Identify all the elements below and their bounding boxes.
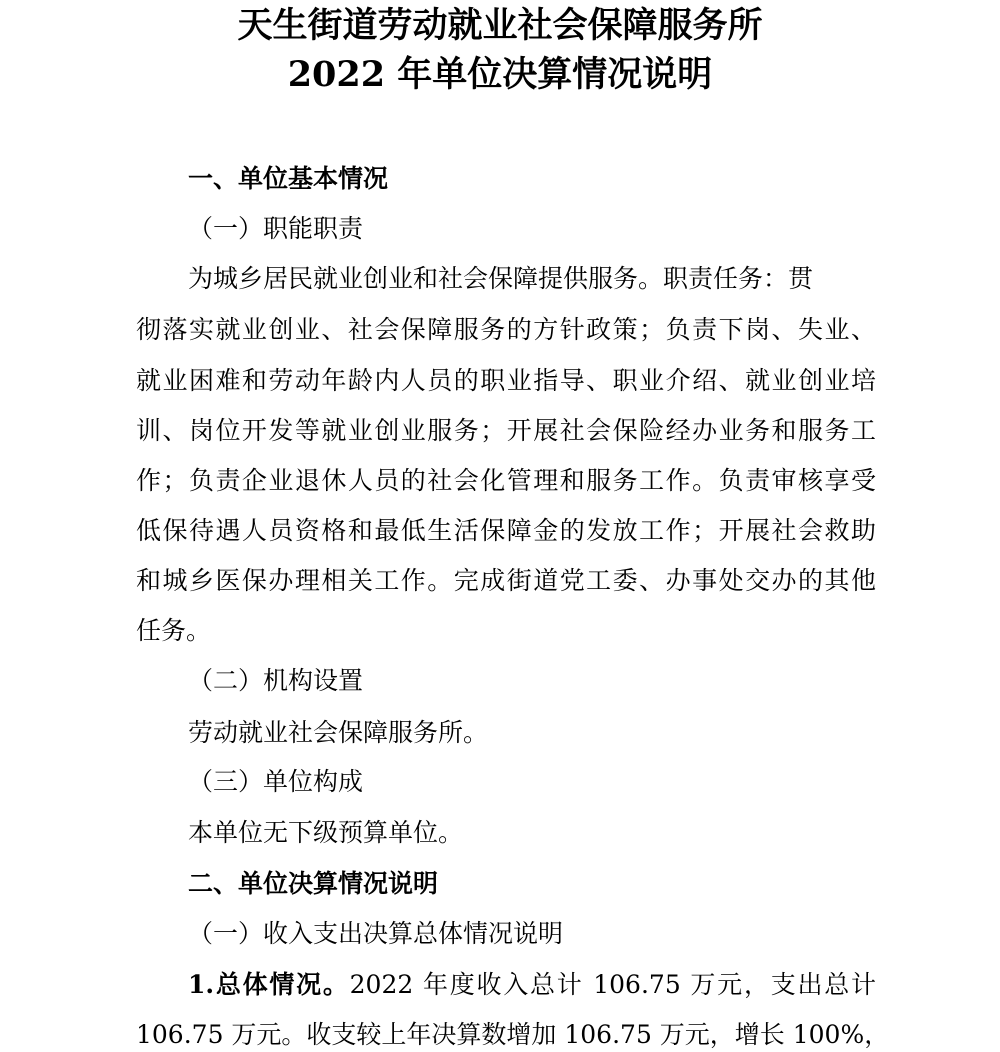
subheading-income-expense: （一）收入支出决算总体情况说明 [188,919,564,948]
section-heading-final-accounts: 二、单位决算情况说明 [188,869,439,898]
paragraph-line: 低保待遇人员资格和最低生活保障金的发放工作；开展社会救助 [136,516,876,545]
paragraph-line: 为城乡居民就业创业和社会保障提供服务。职责任务：贯 [188,264,814,293]
paragraph-line: 就业困难和劳动年龄内人员的职业指导、职业介绍、就业创业培 [136,366,876,395]
subheading-functions: （一）职能职责 [188,214,364,243]
document-title-line2: 2022 年单位决算情况说明 [287,54,713,95]
paragraph-line: 彻落实就业创业、社会保障服务的方针政策；负责下岗、失业、 [136,315,876,344]
subheading-composition: （三）单位构成 [188,767,364,796]
paragraph-line: 106.75 万元。收支较上年决算数增加 106.75 万元，增长 100%， [136,1020,890,1049]
paragraph-line [188,968,876,1002]
document-title-line1: 天生街道劳动就业社会保障服务所 [237,5,763,46]
paragraph-organization: 劳动就业社会保障服务所。 [188,718,489,747]
subheading-organization: （二）机构设置 [188,666,364,695]
paragraph-line: 作；负责企业退休人员的社会化管理和服务工作。负责审核享受 [136,466,876,495]
paragraph-composition: 本单位无下级预算单位。 [188,818,464,847]
paragraph-line: 和城乡医保办理相关工作。完成街道党工委、办事处交办的其他 [136,566,876,595]
paragraph-line: 任务。 [136,616,212,645]
paragraph-line: 训、岗位开发等就业创业服务；开展社会保险经办业务和服务工 [136,416,876,445]
paragraph-text: 2022 年度收入总计 106.75 万元，支出总计 [349,970,876,999]
section-heading-basic-info: 一、单位基本情况 [188,164,389,193]
paragraph-lead: 1.总体情况。 [188,970,350,999]
